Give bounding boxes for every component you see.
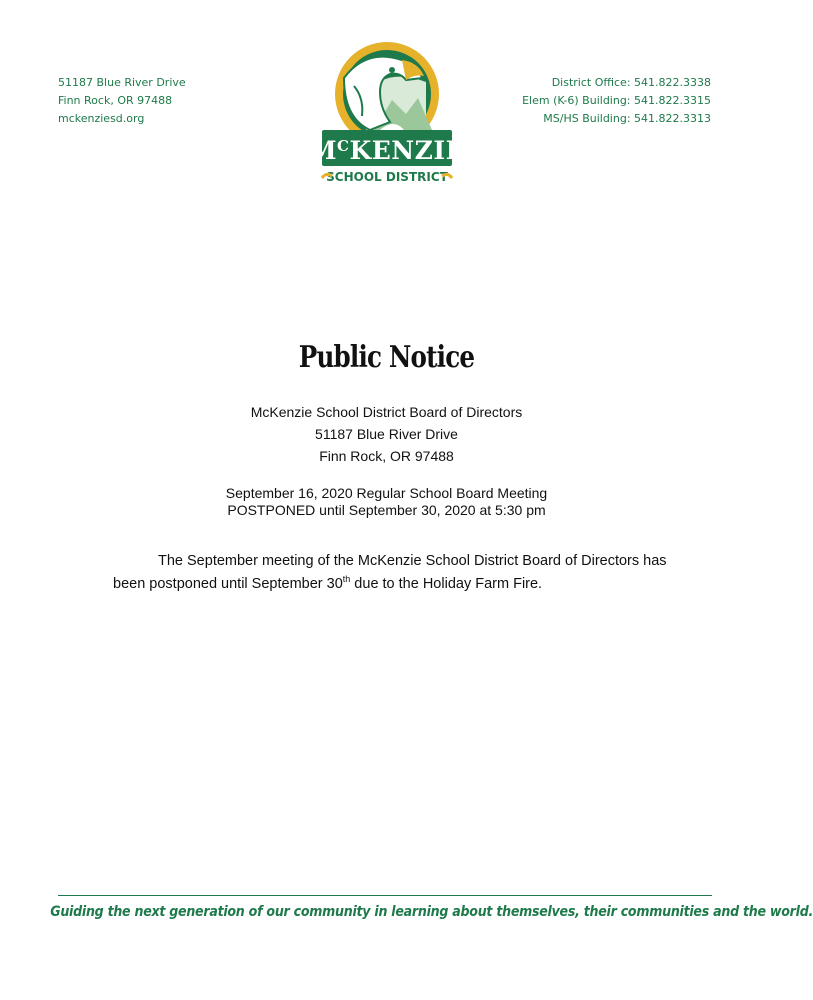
footer-divider [58, 895, 712, 896]
district-office-phone: District Office: 541.822.3338 [551, 76, 711, 89]
letterhead-left [58, 74, 186, 128]
meeting-original-date: September 16, 2020 Regular School Board Meeting [225, 485, 548, 501]
district-city: Finn Rock, OR 97488 [58, 94, 173, 107]
meeting-postponed-line [0, 502, 773, 519]
district-logo [308, 38, 466, 190]
ms-hs-building-phone: MS/HS Building: 541.822.3313 [543, 112, 711, 125]
logo-school-district: SCHOOL DISTRICT [326, 170, 448, 184]
elem-building-phone: Elem (K-6) Building: 541.822.3315 [522, 94, 711, 107]
meeting-info [0, 485, 773, 519]
board-city: Finn Rock, OR 97488 [319, 448, 454, 464]
district-website: mckenziesd.org [58, 112, 145, 125]
svg-text:MCKENZIE [309, 136, 465, 165]
notice-title: Public Notice [298, 340, 475, 375]
logo-name-m: M [308, 136, 338, 165]
notice-address-block [0, 401, 773, 467]
district-street: 51187 Blue River Drive [58, 76, 186, 89]
board-street: 51187 Blue River Drive [315, 426, 458, 442]
body-text-part1: The September meeting of the McKenzie School District Board of Directors has been postponed until September 30 [113, 553, 667, 592]
postponed-label: POSTPONED [227, 502, 316, 518]
letterhead-right [522, 74, 711, 128]
new-meeting-date: until September 30, 2020 at 5:30 pm [315, 502, 546, 518]
notice-body [113, 552, 673, 593]
logo-name-c: C [337, 137, 350, 155]
logo-name-kenzie: KENZIE [349, 136, 466, 165]
footer-tagline: Guiding the next generation of our community in learning about themselves, their communities and the world. [50, 904, 813, 920]
body-indent [113, 553, 158, 569]
body-ordinal: th [342, 574, 351, 584]
body-text-part2: due to the Holiday Farm Fire. [350, 575, 543, 592]
board-name: McKenzie School District Board of Directors [250, 404, 523, 420]
